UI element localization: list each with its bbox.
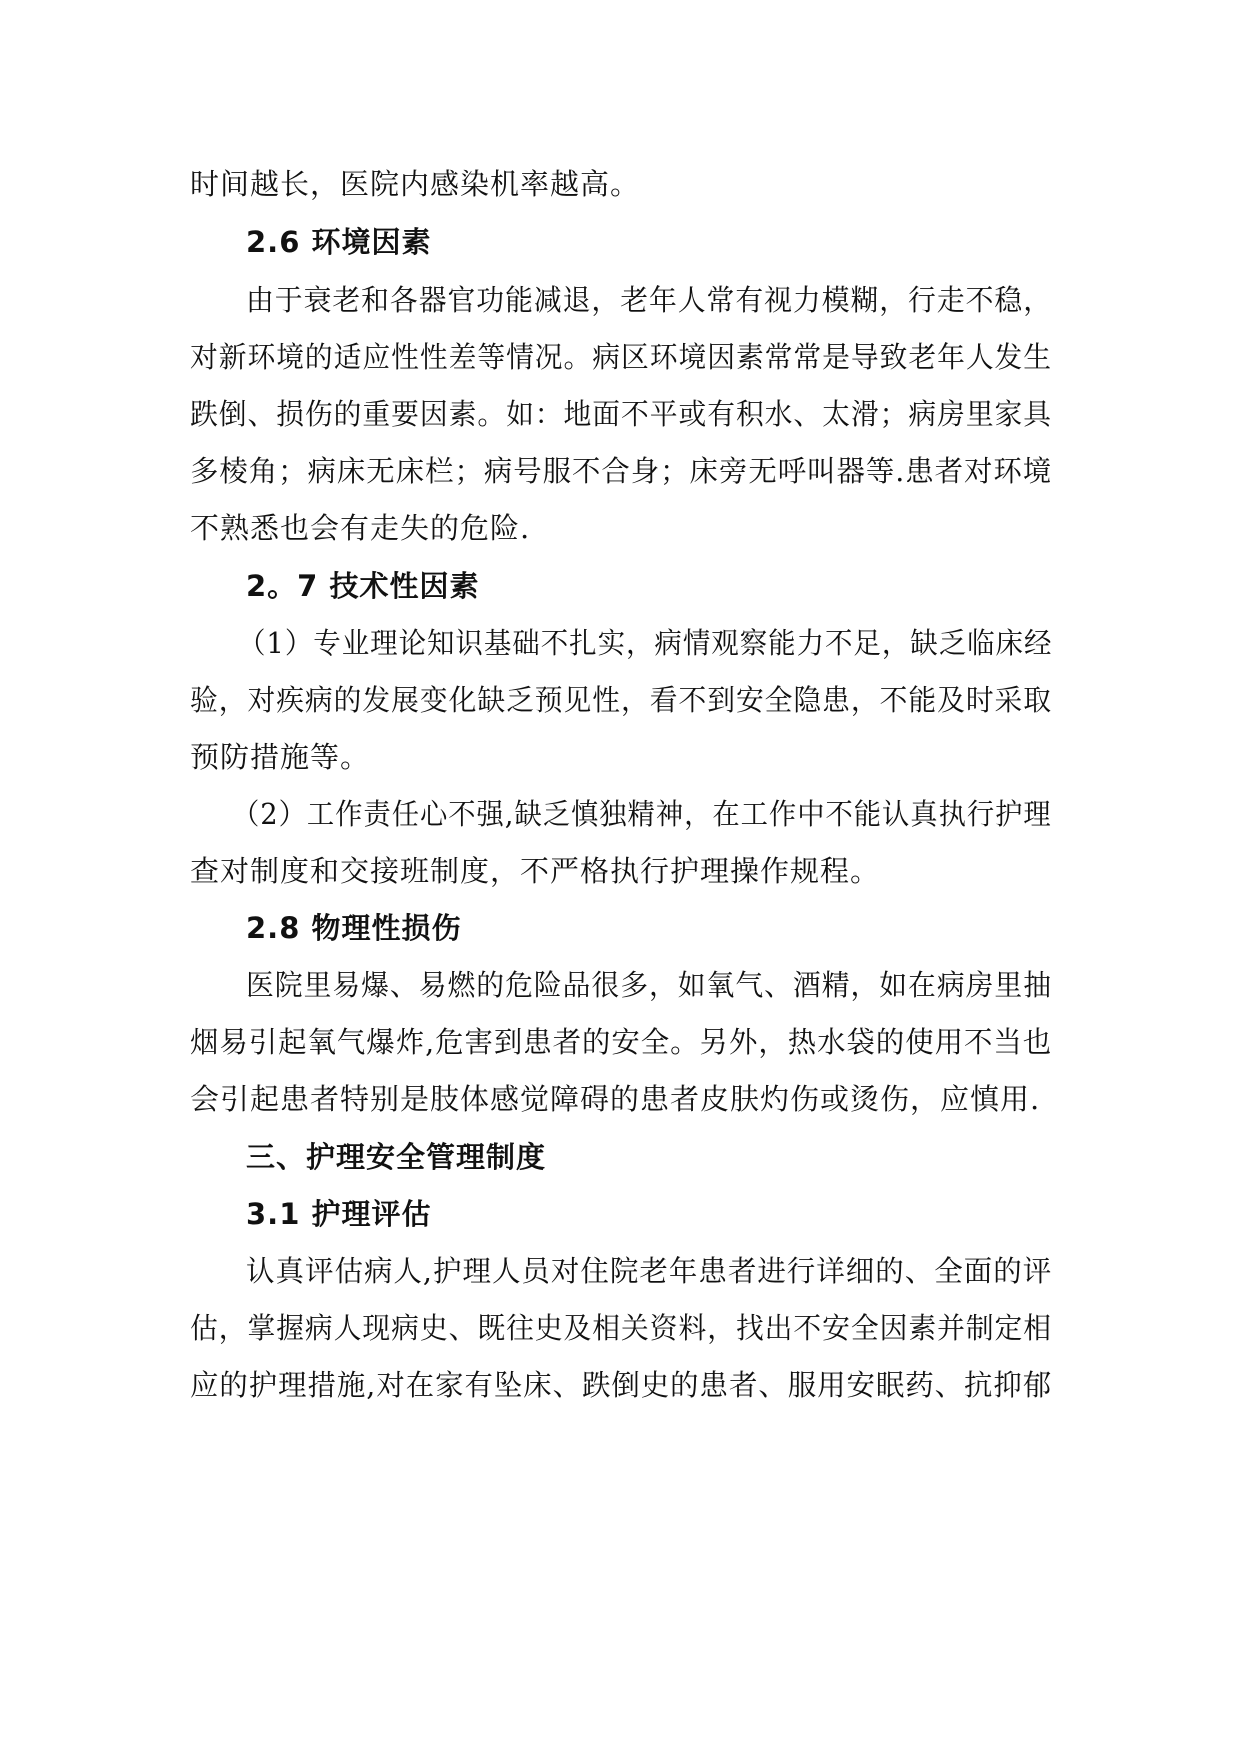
section-heading-2-7: 2。7 技术性因素 [246,569,480,603]
paragraph-line: 验，对疾病的发展变化缺乏预见性，看不到安全隐患，不能及时采取 [190,683,1053,717]
paragraph-line: 由于衰老和各器官功能减退，老年人常有视力模糊，行走不稳， [246,283,1052,317]
paragraph-line: 应的护理措施,对在家有坠床、跌倒史的患者、服用安眠药、抗抑郁 [190,1368,1053,1402]
paragraph-line: 估，掌握病人现病史、既往史及相关资料，找出不安全因素并制定相 [190,1311,1053,1345]
paragraph-line: 多棱角；病床无床栏；病号服不合身；床旁无呼叫器等.患者对环境 [190,454,1053,488]
paragraph-line: 烟易引起氧气爆炸,危害到患者的安全。另外，热水袋的使用不当也 [190,1025,1053,1059]
paragraph-line: 不熟悉也会有走失的危险. [190,511,531,545]
section-heading-2-8: 2.8 物理性损伤 [246,911,462,945]
paragraph-line: 认真评估病人,护理人员对住院老年患者进行详细的、全面的评 [246,1254,1053,1288]
paragraph-line: （1）专业理论知识基础不扎实，病情观察能力不足，缺乏临床经 [238,626,1053,660]
section-heading-2-6: 2.6 环境因素 [246,225,432,259]
paragraph-line: 查对制度和交接班制度，不严格执行护理操作规程。 [190,854,881,888]
section-heading-3-1: 3.1 护理评估 [246,1197,432,1231]
paragraph-line: 预防措施等。 [190,740,371,774]
section-heading-3: 三、护理安全管理制度 [246,1140,547,1174]
paragraph-line: 对新环境的适应性性差等情况。病区环境因素常常是导致老年人发生 [190,340,1053,374]
paragraph-line: 会引起患者特别是肢体感觉障碍的患者皮肤灼伤或烫伤，应慎用. [190,1082,1041,1116]
paragraph-line: （2）工作责任心不强,缺乏慎独精神，在工作中不能认真执行护理 [232,797,1052,831]
paragraph-line: 时间越长，医院内感染机率越高。 [190,167,641,201]
paragraph-line: 医院里易爆、易燃的危险品很多，如氧气、酒精，如在病房里抽 [246,968,1052,1002]
paragraph-line: 跌倒、损伤的重要因素。如：地面不平或有积水、太滑；病房里家具 [190,397,1053,431]
